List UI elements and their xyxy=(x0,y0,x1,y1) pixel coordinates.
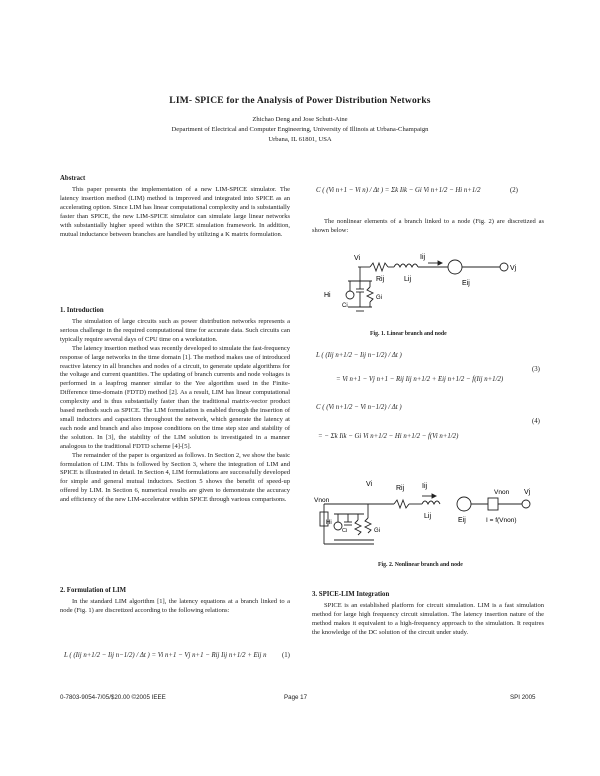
equation-4b: = − Σk Iik − Gi Vi n+1/2 − Hi n+1/2 − f(Vi n+1/2) xyxy=(318,433,459,440)
footer-copyright: 0-7803-9054-7/05/$20.00 ©2005 IEEE xyxy=(60,694,166,701)
abstract-body xyxy=(60,186,290,239)
fig1-label-eij: Eij xyxy=(462,280,470,287)
figure-2-nonlinear-branch xyxy=(312,474,544,560)
fig2-label-rij: Rij xyxy=(396,485,405,492)
fig2-conductance xyxy=(355,520,361,535)
fig1-label-vj: Vj xyxy=(510,265,517,272)
fig1-current-source xyxy=(346,291,354,299)
fig2-nonlinear-box xyxy=(488,498,498,510)
abstract-text: This paper presents the implementation of a new LIM-SPICE simulator. The latency insertion method (LIM) method is improved and integrated into SPICE as an accelerating option. Since LIM has linear computational complexity and is substantially faster than SPICE, the new LIM-SPICE simulator can simulate large linear networks with substantially higher speed within the SPICE simulation framework. In addition, mutual inductance between branches are handled by utilizing a K matrix formulation. xyxy=(60,186,290,238)
fig2-label-hi: Hi xyxy=(326,520,332,526)
equation-3-number: (3) xyxy=(532,366,540,373)
formulation-paragraph: In the standard LIM algorithm [1], the latency equations at a branch linked to a node (Fig. 1) are discretized according to the following relations: xyxy=(60,598,290,614)
equation-2-number: (2) xyxy=(510,187,518,194)
address: Urbana, IL 61801, USA xyxy=(268,136,332,143)
fig1-source xyxy=(448,260,462,274)
equation-3b: = Vi n+1 − Vj n+1 − Rij Iij n+1/2 + Eij n+1/2 − f(Iij n+1/2) xyxy=(336,376,504,383)
footer-page: Page 17 xyxy=(284,694,308,701)
fig1-label-gi: Gi xyxy=(376,295,382,301)
equation-3a: L ( (Iij n+1/2 − Iij n−1/2) / Δt ) xyxy=(316,352,402,359)
fig2-current-source xyxy=(334,522,342,530)
figure-2-caption: Fig. 2. Nonlinear branch and node xyxy=(378,562,463,568)
fig2-label-iij: Iij xyxy=(422,483,428,490)
spice-heading: 3. SPICE-LIM Integration xyxy=(312,591,390,598)
fig2-resistor-vert xyxy=(365,518,371,533)
fig1-label-iij: Iij xyxy=(420,254,426,261)
equation-2: C ( (Vi n+1 − Vi n) / Δt ) = Σk Iik − Gi Vi n+1/2 − Hi n+1/2 xyxy=(316,187,481,194)
fig1-resistor xyxy=(370,263,388,271)
fig2-node-j xyxy=(522,500,530,508)
nonlinear-intro-text: The nonlinear elements of a branch linked to a node (Fig. 2) are discretized as shown below: xyxy=(312,218,544,234)
spice-body xyxy=(312,602,544,638)
fig1-node-j xyxy=(500,263,508,271)
fig1-label-ci: Ci xyxy=(342,303,348,309)
abstract-heading: Abstract xyxy=(60,175,86,182)
intro-paragraph-2: The latency insertion method was recently developed to simulate the fast-frequency response of large networks in the time domain [1]. The method makes use of introduced reactive latency in all branches and nodes of a circuit, to generate update algorithms for the voltage and current quantities. The updating of branch currents and node voltages is performed in a leapfrog manner similar to the Yee algorithm used in the Finite-Difference time-domain (FDTD) method [2]. As a result, LIM has linear computational complexity and is thus substantially faster than the traditional matrix-vector product based methods such as SPICE. The LIM formulation is enabled through the insertion of small inductors and capacitors throughout the network, which generate the latency at each node and branch and also impose conditions on the time step size and stability of the solution. In [3], the stability of the LIM solution is investigated in a manner analogous to the traditional FDTD scheme [4]-[5]. xyxy=(60,344,290,450)
paper-title: LIM- SPICE for the Analysis of Power Distribution Networks xyxy=(169,96,431,106)
fig1-label-hi: Hi xyxy=(324,292,331,299)
fig1-label-vi: Vi xyxy=(354,255,361,262)
fig2-label-ci: Ci xyxy=(342,528,348,534)
figure-1-linear-branch xyxy=(320,245,540,325)
spice-text: SPICE is an established platform for circuit simulation. LIM is a fast simulation method for large high frequency circuit simulation. The latency insertion nature of the method makes it equivalent to a high-frequency approach to the simulation. It requires the knowledge of the DC solution of the circuit under study. xyxy=(312,602,544,636)
fig2-label-lij: Lij xyxy=(424,513,432,520)
fig2-resistor xyxy=(394,500,409,508)
fig2-label-vnon-right: Vnon xyxy=(494,489,510,496)
fig1-label-rij: Rij xyxy=(376,276,385,283)
fig2-inductor xyxy=(422,501,440,504)
intro-paragraph-3: The remainder of the paper is organized as follows. In Section 2, we show the basic formulation of LIM. This is followed by Section 3, where the integration of LIM and SPICE is illustrated in detail. In Section 4, LIM formulations are successfully developed for simple and general mutual inductors. Section 5 shows the benefit of speed-up offered by LIM. In Section 6, numerical results are given to demonstrate the accuracy and efficiency of the new LIM-accelerator within SPICE through various comparisons. xyxy=(60,451,290,504)
fig2-label-vj: Vj xyxy=(524,489,531,496)
equation-4-number: (4) xyxy=(532,418,540,425)
formulation-heading: 2. Formulation of LIM xyxy=(60,587,127,594)
figure-1-caption: Fig. 1. Linear branch and node xyxy=(370,331,447,337)
equation-1: L ( (Iij n+1/2 − Iij n−1/2) / Δt ) = Vi n+1 − Vj n+1 − Rij Iij n+1/2 + Eij n xyxy=(64,652,267,659)
fig2-label-vi: Vi xyxy=(366,481,373,488)
intro-paragraph-1: The simulation of large circuits such as power distribution networks represents a serious challenge in the required computational time for accurate data. Such circuits can typically require several days of CPU time on a workstation. xyxy=(60,318,290,343)
intro-heading: 1. Introduction xyxy=(60,307,104,314)
equation-4a: C ( (Vi n+1/2 − Vi n−1/2) / Δt ) xyxy=(316,404,402,411)
fig2-label-gi: Gi xyxy=(374,528,380,534)
nonlinear-intro xyxy=(312,218,544,236)
intro-body xyxy=(60,318,290,505)
fig1-inductor xyxy=(394,264,418,267)
fig2-label-eij: Eij xyxy=(458,517,466,524)
fig1-conductance xyxy=(367,287,373,302)
equation-1-number: (1) xyxy=(282,652,290,659)
affiliation: Department of Electrical and Computer Engineering, University of Illinois at Urbana-Champaign xyxy=(171,126,429,133)
footer-conference: SPI 2005 xyxy=(510,694,536,701)
fig1-label-lij: Lij xyxy=(404,276,412,283)
fig2-label-vnon: Vnon xyxy=(314,497,330,504)
formulation-body xyxy=(60,598,290,616)
fig2-source xyxy=(457,497,471,511)
fig2-label-func: I = f(Vnon) xyxy=(486,517,517,524)
authors: Zhichao Deng and Jose Schutt-Aine xyxy=(252,116,348,123)
